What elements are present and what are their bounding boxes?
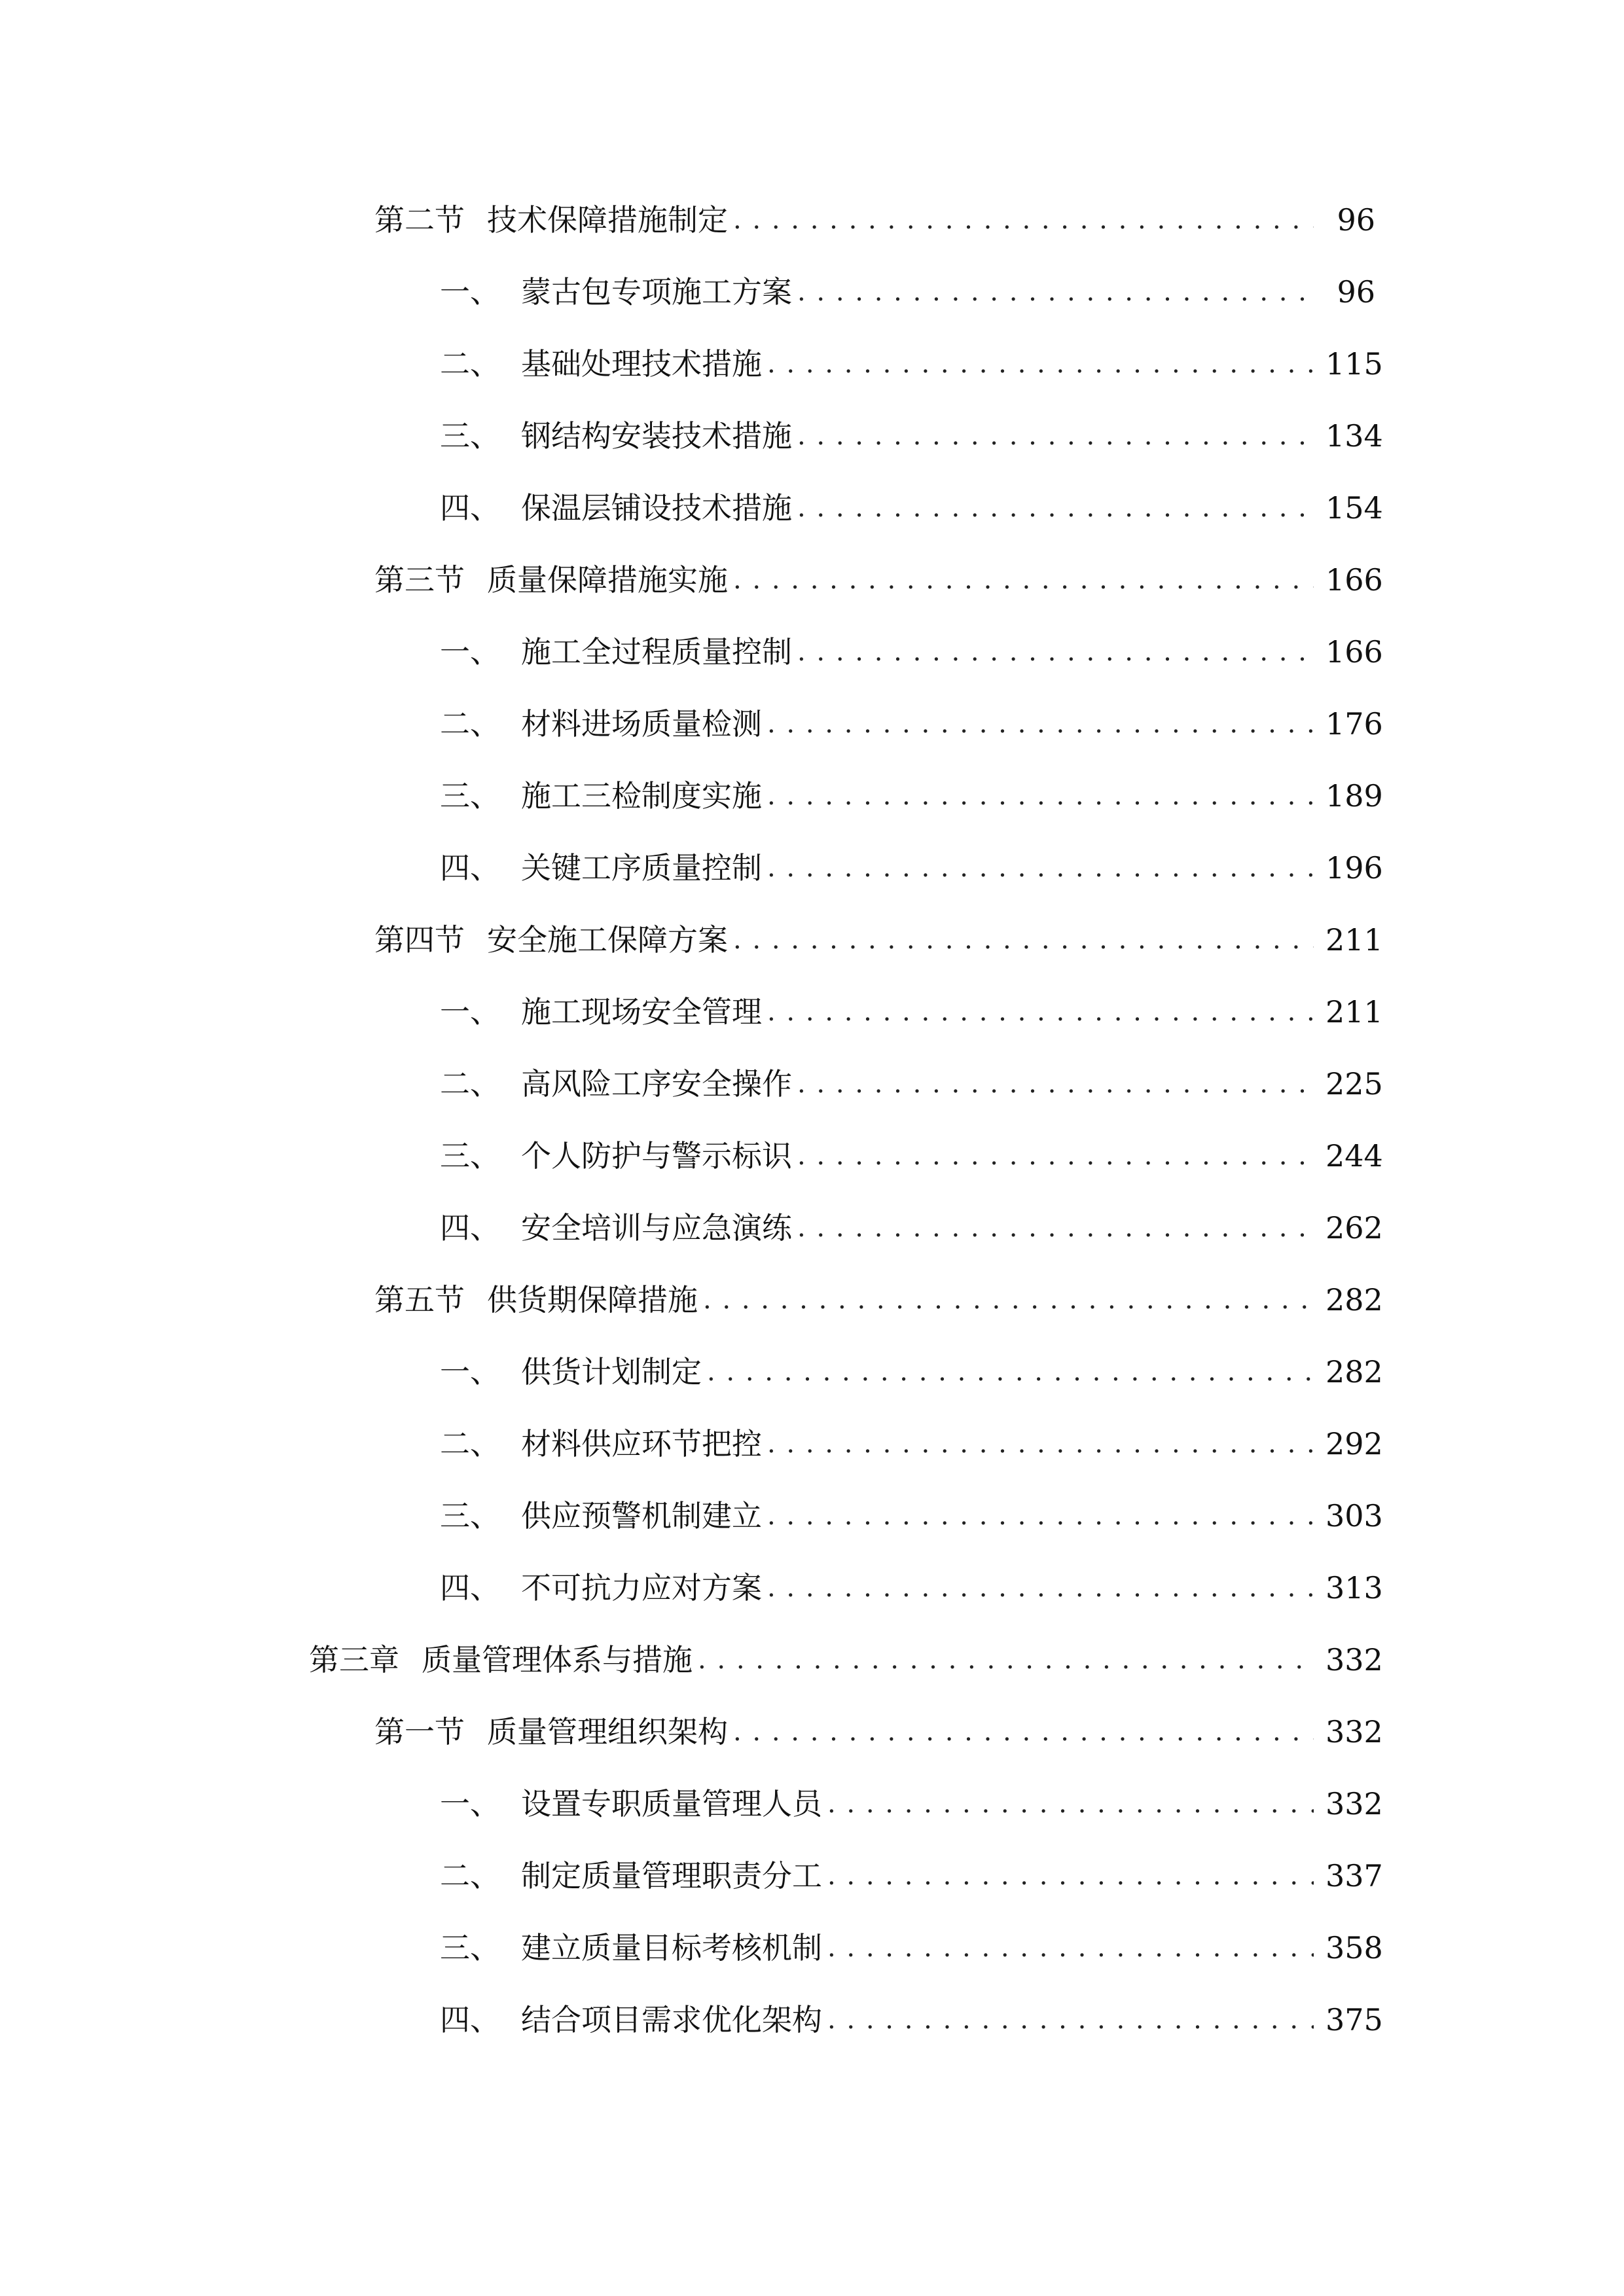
- toc-entry-title: 建立质量目标考核机制: [521, 1930, 822, 1965]
- toc-entry-title: 钢结构安装技术措施: [521, 418, 792, 454]
- toc-entry-section[interactable]: [374, 1706, 1383, 1758]
- toc-entry-chapter[interactable]: [309, 1634, 1383, 1686]
- toc-entry-number: 二、: [440, 706, 500, 742]
- toc-entry-title: 结合项目需求优化架构: [521, 2002, 822, 2037]
- toc-entry-item[interactable]: [440, 1850, 1383, 1902]
- toc-entry-page: 176: [1326, 706, 1383, 742]
- toc-dot-leader: [703, 1274, 1314, 1326]
- toc-dot-leader: [797, 482, 1314, 534]
- toc-entry-item[interactable]: [440, 482, 1383, 534]
- toc-dot-leader: [767, 842, 1314, 894]
- toc-entry-page: 211: [1326, 994, 1383, 1030]
- toc-entry-number: 二、: [440, 1066, 500, 1102]
- toc-entry-number: 三、: [440, 778, 500, 814]
- toc-dot-leader: [827, 1994, 1314, 2046]
- toc-dot-leader: [767, 1418, 1314, 1470]
- toc-entry-section[interactable]: [374, 914, 1383, 966]
- toc-entry-title: 施工现场安全管理: [521, 994, 762, 1030]
- toc-entry-number: 第五节: [374, 1282, 465, 1318]
- toc-entry-title: 设置专职质量管理人员: [521, 1786, 822, 1821]
- toc-entry-number: 四、: [440, 1210, 500, 1246]
- toc-entry-page: 96: [1337, 274, 1375, 310]
- toc-entry-number: 三、: [440, 418, 500, 454]
- toc-dot-leader: [733, 1706, 1314, 1758]
- toc-entry-title: 质量保障措施实施: [487, 562, 728, 598]
- toc-dot-leader: [733, 914, 1314, 966]
- toc-entry-number: 三、: [440, 1930, 500, 1965]
- toc-entry-page: 313: [1326, 1570, 1383, 1605]
- toc-entry-page: 292: [1326, 1426, 1383, 1462]
- toc-entry-item[interactable]: [440, 1562, 1383, 1614]
- toc-entry-page: 303: [1326, 1498, 1383, 1534]
- toc-entry-title: 质量管理体系与措施: [422, 1642, 693, 1677]
- toc-entry-number: 第二节: [374, 202, 465, 238]
- toc-entry-number: 一、: [440, 994, 500, 1030]
- toc-entry-number: 第三节: [374, 562, 465, 598]
- toc-entry-number: 第三章: [309, 1642, 399, 1677]
- toc-dot-leader: [827, 1922, 1314, 1974]
- toc-entry-title: 蒙古包专项施工方案: [521, 274, 792, 310]
- toc-entry-title: 供货期保障措施: [487, 1282, 698, 1318]
- toc-entry-title: 材料进场质量检测: [521, 706, 762, 742]
- toc-entry-page: 166: [1326, 562, 1383, 598]
- toc-dot-leader: [797, 1058, 1314, 1110]
- toc-entry-page: 166: [1326, 634, 1383, 670]
- toc-entry-number: 三、: [440, 1498, 500, 1534]
- toc-entry-item[interactable]: [440, 770, 1383, 822]
- toc-dot-leader: [767, 338, 1314, 390]
- toc-dot-leader: [827, 1778, 1314, 1830]
- toc-dot-leader: [797, 626, 1314, 678]
- toc-entry-page: 332: [1326, 1714, 1383, 1749]
- toc-entry-page: 154: [1326, 490, 1383, 526]
- toc-entry-section[interactable]: [374, 1274, 1383, 1326]
- toc-dot-leader: [767, 698, 1314, 750]
- toc-entry-page: 134: [1326, 418, 1383, 454]
- toc-entry-item[interactable]: [440, 1778, 1383, 1830]
- toc-entry-page: 189: [1326, 778, 1383, 814]
- toc-entry-page: 337: [1326, 1858, 1383, 1893]
- toc-dot-leader: [733, 194, 1314, 246]
- toc-dot-leader: [767, 1490, 1314, 1542]
- toc-dot-leader: [767, 1562, 1314, 1614]
- toc-dot-leader: [767, 770, 1314, 822]
- toc-entry-section[interactable]: [374, 554, 1383, 606]
- toc-entry-number: 第一节: [374, 1714, 465, 1749]
- toc-dot-leader: [797, 1130, 1314, 1182]
- toc-entry-number: 三、: [440, 1138, 500, 1174]
- toc-entry-item[interactable]: [440, 1058, 1383, 1110]
- toc-dot-leader: [797, 266, 1314, 318]
- toc-entry-item[interactable]: [440, 698, 1383, 750]
- toc-entry-item[interactable]: [440, 1202, 1383, 1254]
- toc-entry-page: 225: [1326, 1066, 1383, 1102]
- toc-dot-leader: [767, 986, 1314, 1038]
- toc-entry-page: 375: [1326, 2002, 1383, 2037]
- toc-entry-item[interactable]: [440, 1346, 1383, 1398]
- toc-entry-title: 不可抗力应对方案: [521, 1570, 762, 1605]
- toc-dot-leader: [733, 554, 1314, 606]
- toc-entry-title: 材料供应环节把控: [521, 1426, 762, 1462]
- toc-dot-leader: [707, 1346, 1314, 1398]
- toc-entry-title: 质量管理组织架构: [487, 1714, 728, 1749]
- toc-entry-item[interactable]: [440, 1922, 1383, 1974]
- toc-entry-page: 358: [1326, 1930, 1383, 1965]
- toc-entry-item[interactable]: [440, 1490, 1383, 1542]
- toc-entry-number: 四、: [440, 490, 500, 526]
- toc-entry-page: 196: [1326, 850, 1383, 886]
- toc-entry-item[interactable]: [440, 266, 1375, 318]
- toc-entry-title: 供应预警机制建立: [521, 1498, 762, 1534]
- toc-entry-page: 282: [1326, 1282, 1383, 1318]
- toc-entry-item[interactable]: [440, 626, 1383, 678]
- toc-entry-page: 262: [1326, 1210, 1383, 1246]
- toc-entry-number: 第四节: [374, 922, 465, 958]
- toc-entry-title: 安全培训与应急演练: [521, 1210, 792, 1246]
- toc-entry-number: 四、: [440, 2002, 500, 2037]
- toc-dot-leader: [797, 410, 1314, 462]
- toc-entry-number: 四、: [440, 850, 500, 886]
- toc-entry-title: 个人防护与警示标识: [521, 1138, 792, 1174]
- toc-entry-item[interactable]: [440, 1130, 1383, 1182]
- toc-entry-number: 一、: [440, 274, 500, 310]
- toc-dot-leader: [797, 1202, 1314, 1254]
- toc-entry-title: 关键工序质量控制: [521, 850, 762, 886]
- toc-dot-leader: [698, 1634, 1314, 1686]
- toc-entry-item[interactable]: [440, 842, 1383, 894]
- toc-entry-page: 96: [1337, 202, 1375, 238]
- toc-entry-number: 二、: [440, 1426, 500, 1462]
- toc-entry-number: 二、: [440, 346, 500, 382]
- toc-entry-item[interactable]: [440, 410, 1383, 462]
- toc-entry-item[interactable]: [440, 1418, 1383, 1470]
- toc-entry-title: 制定质量管理职责分工: [521, 1858, 822, 1893]
- toc-entry-item[interactable]: [440, 986, 1383, 1038]
- toc-entry-title: 技术保障措施制定: [487, 202, 728, 238]
- toc-entry-page: 211: [1326, 922, 1383, 958]
- toc-entry-page: 332: [1326, 1642, 1383, 1677]
- toc-entry-title: 基础处理技术措施: [521, 346, 762, 382]
- toc-entry-title: 高风险工序安全操作: [521, 1066, 792, 1102]
- toc-entry-number: 二、: [440, 1858, 500, 1893]
- toc-entry-section[interactable]: [374, 194, 1375, 246]
- toc-entry-title: 安全施工保障方案: [487, 922, 728, 958]
- toc-entry-page: 332: [1326, 1786, 1383, 1821]
- toc-entry-page: 244: [1326, 1138, 1383, 1174]
- toc-entry-number: 一、: [440, 1786, 500, 1821]
- toc-entry-number: 四、: [440, 1570, 500, 1605]
- toc-entry-title: 保温层铺设技术措施: [521, 490, 792, 526]
- toc-entry-title: 施工三检制度实施: [521, 778, 762, 814]
- toc-entry-page: 282: [1326, 1354, 1383, 1390]
- toc-entry-number: 一、: [440, 1354, 500, 1390]
- toc-entry-title: 施工全过程质量控制: [521, 634, 792, 670]
- toc-entry-title: 供货计划制定: [521, 1354, 702, 1390]
- toc-entry-page: 115: [1326, 346, 1383, 382]
- toc-entry-item[interactable]: [440, 338, 1383, 390]
- toc-dot-leader: [827, 1850, 1314, 1902]
- toc-entry-number: 一、: [440, 634, 500, 670]
- toc-entry-item[interactable]: [440, 1994, 1383, 2046]
